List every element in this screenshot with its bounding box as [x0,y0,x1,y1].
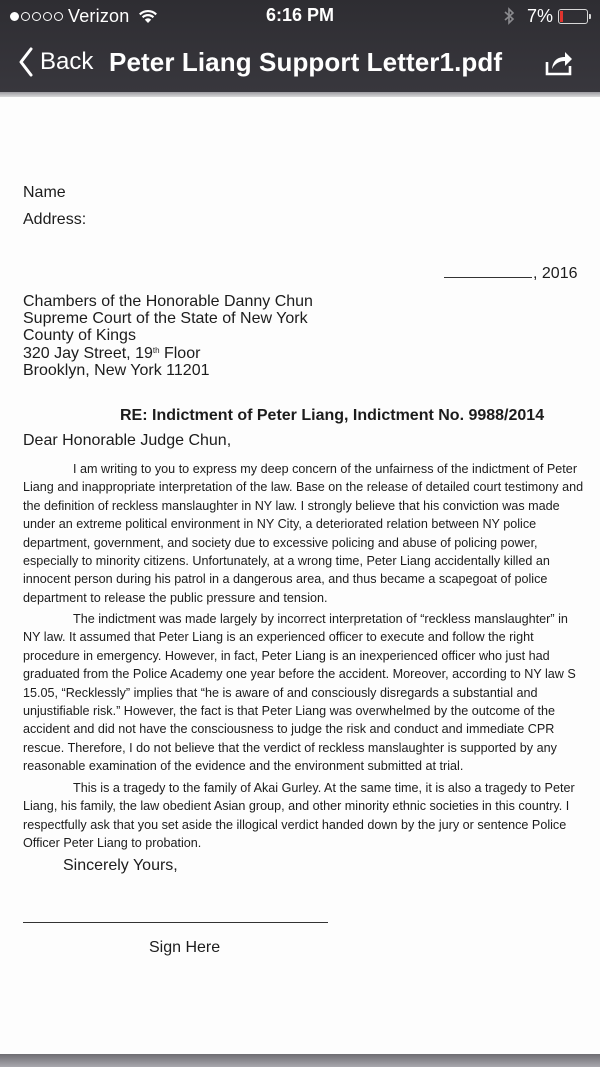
status-right [503,5,588,27]
body-paragraph: I am writing to you to express my deep concern of the unfairness of the indictment of Peter Liang and inappropriate interpretation of the law. Base on the release of detailed court testimony and the definition of reckless manslaughter in NY law. I strongly believe that his conviction was made under an extreme political environment in NY City, a deteriorated relation between NY police department, government, and society due to excessive policing and abuse of policing power, especially to minority citizens. Unfortunately, at a wrong time, Peter Liang accidentally killed an innocent person during his patrol in a dangerous area, and thus became a scapegoat of police department to release the public pressure and tension. [23,462,584,605]
signal-strength-icon [10,12,63,21]
recipient-line: County of Kings [23,327,136,344]
status-bar [0,0,600,32]
signature-line [23,922,328,923]
closing: Sincerely Yours, [63,857,178,874]
bluetooth-icon [503,7,515,25]
salutation: Dear Honorable Judge Chun, [23,432,232,449]
body-paragraph: The indictment was made largely by incorrect interpretation of “reckless manslaughter” in NY law. It assumed that Peter Liang is an experienced officer to execute and follow the right procedure in emergency. However, in fact, Peter Liang is an inexperienced officer who just had graduated from the Police Academy one year before the accident. Moreover, according to NY law S 15.05, “Recklessly” implies that “he is aware of and consciously disregards a substantial and unjustifiable risk.” However, the fact is that Peter Liang was overwhelmed by the outcome of the accident and did not have the consciousness to judge the risk and conduct and immediate CPR rescue. Therefore, I do not believe that the verdict of reckless manslaughter is supported by any reasonable examination of the evidence and the environment submitted at trial. [23,612,576,774]
app-header [0,0,600,92]
recipient-line: Supreme Court of the State of New York [23,310,308,327]
bottom-toolbar-edge [0,1054,600,1067]
status-time: 6:16 PM [265,5,335,25]
battery-icon [558,9,588,24]
wifi-icon [138,8,158,24]
sign-here-label: Sign Here [149,939,221,956]
body-paragraph: This is a tragedy to the family of Akai Gurley. At the same time, it is also a tragedy to Peter Liang, his family, the law obedient Asian group, and other minority ethnic societies in this country. I respectfully ask that you set aside the illogical verdict handed down by the jury or sentence Police Officer Peter Liang to probation. [23,781,575,851]
date-line [444,265,577,283]
pdf-page[interactable] [0,97,600,1055]
back-button[interactable] [18,44,93,80]
recipient-line: 320 Jay Street, 19th Floor [23,345,201,362]
recipient-line: Chambers of the Honorable Danny Chun [23,293,313,310]
carrier-name: Verizon [68,5,130,26]
share-icon[interactable] [544,47,574,77]
document-title: Peter Liang Support Letter1.pdf [109,47,503,77]
sender-name-label: Name [23,184,66,201]
date-year: , 2016 [533,265,578,282]
navigation-bar [0,34,600,90]
battery-percent: 7% [526,5,553,26]
recipient-line: Brooklyn, New York 11201 [23,362,210,379]
back-label: Back [40,48,94,75]
sender-address-label: Address: [23,211,87,228]
date-blank [444,266,532,278]
chevron-left-icon [18,47,34,77]
status-left [10,5,158,27]
re-subject-line: RE: Indictment of Peter Liang, Indictment No. 9988/2014 [120,407,545,424]
